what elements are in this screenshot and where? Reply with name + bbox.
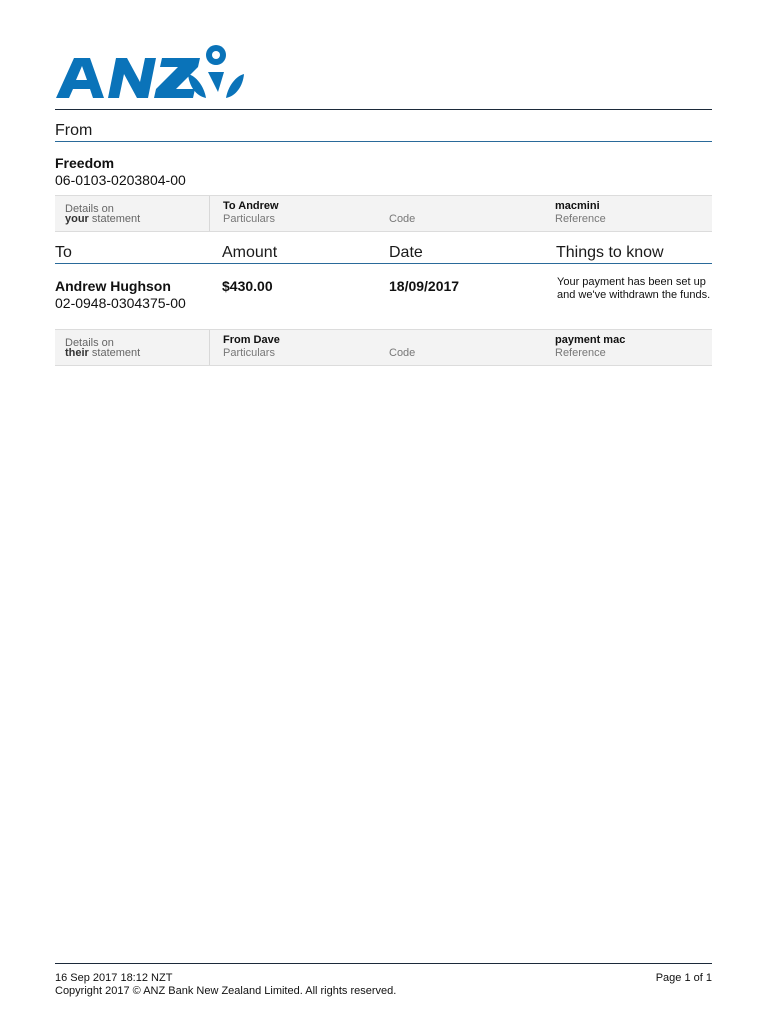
footer-timestamp: 16 Sep 2017 18:12 NZT [55, 972, 173, 984]
to-rule [55, 263, 712, 264]
from-rule [55, 141, 712, 142]
anz-logo [56, 42, 246, 100]
band-divider [209, 330, 210, 365]
date-heading: Date [389, 244, 423, 261]
payment-date: 18/09/2017 [389, 278, 460, 294]
from-reference-value: macmini [555, 200, 600, 212]
amount-heading: Amount [222, 244, 278, 261]
header-rule [55, 109, 712, 110]
from-reference-label: Reference [555, 213, 606, 225]
to-reference-value: payment mac [555, 334, 626, 346]
to-heading: To [55, 244, 72, 261]
to-particulars-label: Particulars [223, 347, 275, 359]
their-statement-label: Details on their statement [65, 337, 141, 359]
to-code-label: Code [389, 347, 416, 359]
to-account-name: Andrew Hughson [55, 278, 171, 294]
from-heading: From [55, 122, 93, 139]
things-to-know-heading: Things to know [556, 244, 664, 261]
from-account-number: 06-0103-0203804-00 [55, 172, 186, 188]
things-to-know-note: Your payment has been set up and we've withdrawn the funds. [557, 276, 711, 301]
footer-page-number: Page 1 of 1 [655, 972, 712, 984]
to-reference-label: Reference [555, 347, 606, 359]
payment-amount: $430.00 [222, 278, 273, 294]
from-code-label: Code [389, 213, 416, 225]
from-account-name: Freedom [55, 155, 115, 171]
footer-copyright: Copyright 2017 © ANZ Bank New Zealand Limited. All rights reserved. [55, 985, 397, 997]
from-particulars-value: To Andrew [223, 200, 279, 212]
your-statement-label: Details on your statement [65, 203, 141, 225]
from-statement-details [55, 195, 712, 232]
to-statement-details [55, 329, 712, 366]
to-account-number: 02-0948-0304375-00 [55, 295, 186, 311]
band-divider [209, 196, 210, 231]
footer-rule [55, 963, 712, 964]
from-particulars-label: Particulars [223, 213, 275, 225]
to-particulars-value: From Dave [223, 334, 280, 346]
